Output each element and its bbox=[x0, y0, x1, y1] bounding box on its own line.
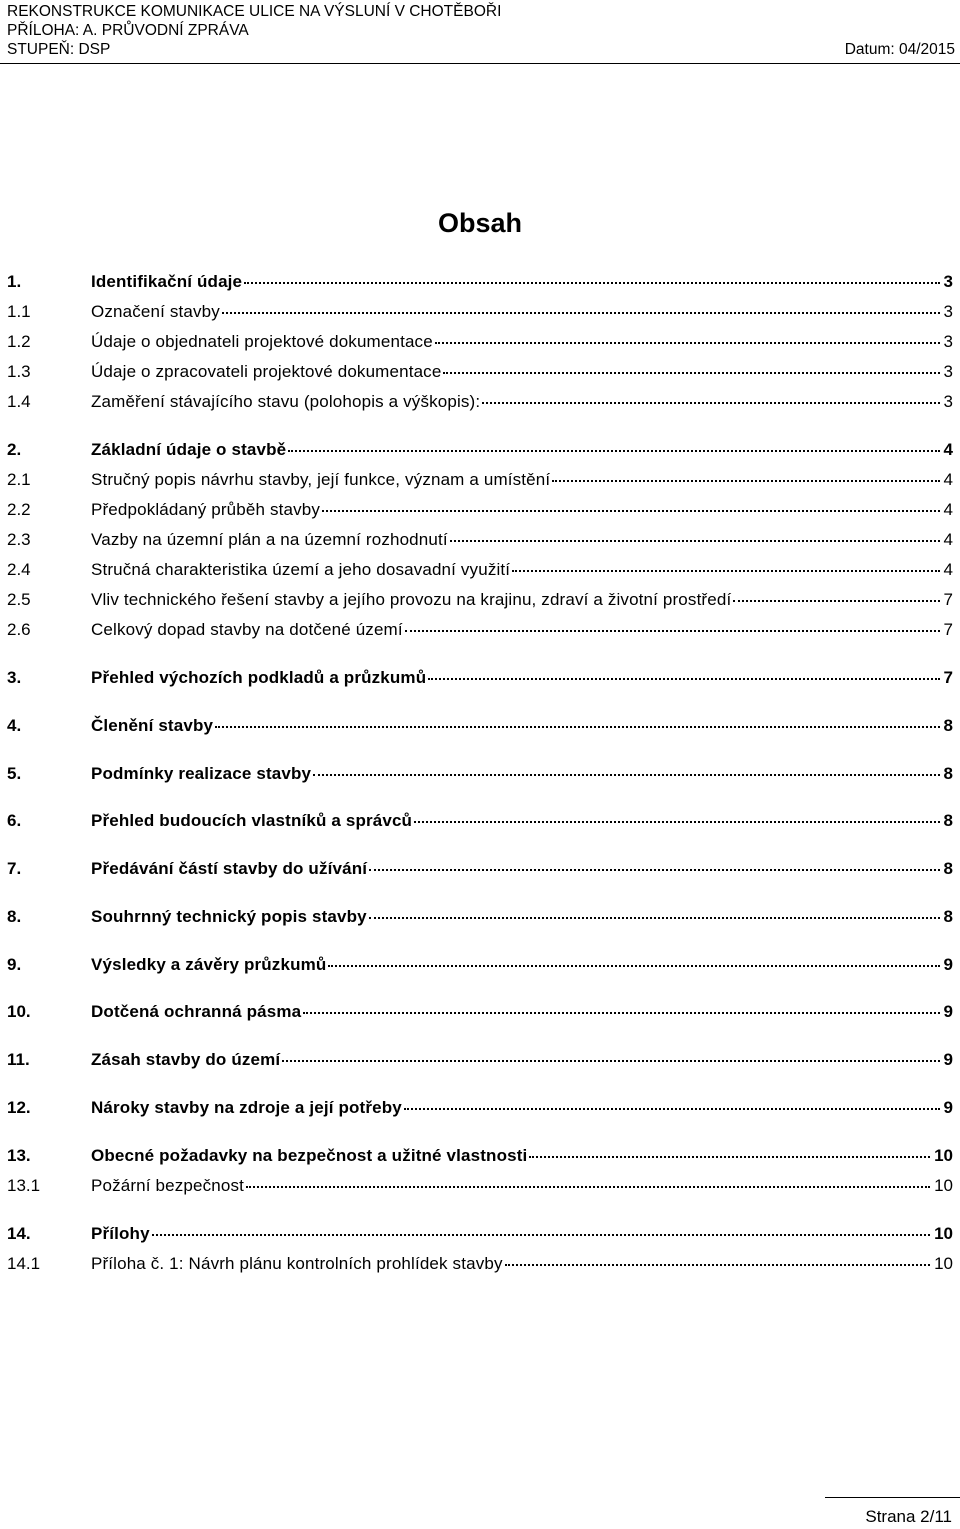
toc-entry[interactable] bbox=[7, 1175, 953, 1197]
toc-leader-dots bbox=[328, 953, 939, 967]
toc-entry-body bbox=[91, 331, 953, 353]
toc-entry-page: 10 bbox=[934, 1146, 953, 1165]
toc-entry-body bbox=[91, 1223, 953, 1245]
toc-entry-number: 5. bbox=[7, 764, 22, 783]
toc-entry-number: 13.1 bbox=[7, 1176, 41, 1195]
toc-entry[interactable] bbox=[7, 331, 953, 353]
toc-entry[interactable] bbox=[7, 906, 953, 928]
date-label: Datum: 04/2015 bbox=[844, 41, 955, 58]
toc-entry-body bbox=[91, 301, 953, 323]
toc-entry-number: 13. bbox=[7, 1146, 31, 1165]
toc-entry[interactable] bbox=[7, 1145, 953, 1167]
toc-entry[interactable] bbox=[7, 499, 953, 521]
toc-entry-number: 1.2 bbox=[7, 332, 31, 351]
toc-entry-number: 2. bbox=[7, 440, 22, 459]
toc-entry-label: Identifikační údaje bbox=[91, 272, 243, 291]
toc-entry-label: Údaje o zpracovateli projektové dokumentace bbox=[91, 362, 442, 381]
toc-entry-label: Označení stavby bbox=[91, 302, 220, 321]
toc-leader-dots bbox=[303, 1000, 939, 1014]
toc-leader-dots bbox=[246, 1174, 930, 1188]
toc-entry-number: 8. bbox=[7, 907, 22, 926]
page-number: Strana 2/11 bbox=[865, 1507, 952, 1526]
stage-label: STUPEŇ: DSP bbox=[7, 41, 111, 58]
toc-entry-body bbox=[91, 271, 953, 293]
toc-entry-body bbox=[91, 667, 953, 689]
toc-leader-dots bbox=[369, 905, 940, 919]
toc-entry[interactable] bbox=[7, 589, 953, 611]
toc-entry-number: 1. bbox=[7, 272, 22, 291]
toc-entry-label: Předpokládaný průběh stavby bbox=[91, 500, 320, 519]
toc-entry-body bbox=[91, 906, 953, 928]
toc-entry-page: 10 bbox=[934, 1254, 953, 1273]
toc-entry-body bbox=[91, 619, 953, 641]
toc-entry-body bbox=[91, 858, 953, 880]
toc-leader-dots bbox=[282, 1048, 939, 1062]
toc-entry-label: Přílohy bbox=[91, 1224, 150, 1243]
toc-entry-number: 1.4 bbox=[7, 392, 31, 411]
toc-entry-body bbox=[91, 499, 953, 521]
toc-entry-number: 2.6 bbox=[7, 620, 31, 639]
toc-entry-label: Zásah stavby do území bbox=[91, 1050, 281, 1069]
toc-entry-number: 14. bbox=[7, 1224, 31, 1243]
toc-entry-page: 9 bbox=[943, 1098, 953, 1117]
toc-entry-number: 4. bbox=[7, 716, 22, 735]
toc-leader-dots bbox=[215, 714, 939, 728]
toc-entry[interactable] bbox=[7, 559, 953, 581]
toc-entry-page: 4 bbox=[943, 440, 953, 459]
project-title: REKONSTRUKCE KOMUNIKACE ULICE NA VÝSLUNÍ V CHOTĚBOŘI bbox=[7, 3, 502, 20]
page-footer bbox=[0, 1497, 960, 1529]
toc-entry-number: 2.1 bbox=[7, 470, 31, 489]
toc-leader-dots bbox=[428, 666, 939, 680]
toc-entry-page: 8 bbox=[943, 811, 953, 830]
toc-leader-dots bbox=[322, 498, 940, 512]
toc-entry-number: 6. bbox=[7, 811, 22, 830]
toc-entry-body bbox=[91, 391, 953, 413]
toc-entry-number: 11. bbox=[7, 1050, 30, 1069]
toc-leader-dots bbox=[529, 1144, 930, 1158]
toc-entry-page: 8 bbox=[943, 764, 953, 783]
toc-entry-number: 12. bbox=[7, 1098, 31, 1117]
toc-entry[interactable] bbox=[7, 1001, 953, 1023]
toc-entry-page: 10 bbox=[934, 1224, 953, 1243]
toc-entry-body bbox=[91, 1001, 953, 1023]
toc-entry-label: Přehled výchozích podkladů a průzkumů bbox=[91, 668, 427, 687]
toc-entry[interactable] bbox=[7, 361, 953, 383]
toc-entry-label: Stručná charakteristika území a jeho dosavadní využití bbox=[91, 560, 511, 579]
toc-entry-page: 3 bbox=[943, 272, 953, 291]
toc-entry-body bbox=[91, 1253, 953, 1275]
toc-entry-page: 3 bbox=[943, 392, 953, 411]
toc-entry-label: Přehled budoucích vlastníků a správců bbox=[91, 811, 413, 830]
toc-entry[interactable] bbox=[7, 1253, 953, 1275]
toc-entry-number: 10. bbox=[7, 1002, 31, 1021]
toc-entry-number: 2.3 bbox=[7, 530, 31, 549]
toc-entry-label: Členění stavby bbox=[91, 716, 214, 735]
toc-entry-page: 8 bbox=[943, 716, 953, 735]
toc-leader-dots bbox=[435, 330, 940, 344]
toc-entry[interactable] bbox=[7, 271, 953, 293]
toc-entry-label: Příloha č. 1: Návrh plánu kontrolních prohlídek stavby bbox=[91, 1254, 503, 1273]
toc-leader-dots bbox=[733, 588, 939, 602]
toc-entry-label: Podmínky realizace stavby bbox=[91, 764, 312, 783]
toc-entry-body bbox=[91, 589, 953, 611]
toc-entry-number: 2.5 bbox=[7, 590, 31, 609]
toc-entry-body bbox=[91, 1175, 953, 1197]
toc-leader-dots bbox=[244, 270, 939, 284]
toc-entry-label: Výsledky a závěry průzkumů bbox=[91, 955, 327, 974]
toc-entry-number: 7. bbox=[7, 859, 22, 878]
toc-entry-body bbox=[91, 810, 953, 832]
toc-entry-label: Obecné požadavky na bezpečnost a užitné vlastnosti bbox=[91, 1146, 528, 1165]
toc-entry-page: 3 bbox=[943, 332, 953, 351]
toc-entry-page: 7 bbox=[943, 590, 953, 609]
toc-leader-dots bbox=[405, 618, 940, 632]
toc-entry[interactable] bbox=[7, 667, 953, 689]
toc-leader-dots bbox=[552, 468, 939, 482]
toc-leader-dots bbox=[505, 1252, 930, 1266]
toc-entry-number: 14.1 bbox=[7, 1254, 41, 1273]
toc-entry-page: 4 bbox=[943, 500, 953, 519]
toc-entry-page: 7 bbox=[943, 668, 953, 687]
toc-entry-label: Zaměření stávajícího stavu (polohopis a výškopis): bbox=[91, 392, 481, 411]
toc-entry-body bbox=[91, 1049, 953, 1071]
toc-entry-body bbox=[91, 469, 953, 491]
toc-entry[interactable] bbox=[7, 1223, 953, 1245]
toc-entry-body bbox=[91, 559, 953, 581]
toc-entry-body bbox=[91, 1145, 953, 1167]
toc-entry[interactable] bbox=[7, 1049, 953, 1071]
toc-entry-page: 9 bbox=[943, 1050, 953, 1069]
toc-entry[interactable] bbox=[7, 439, 953, 461]
toc-entry[interactable] bbox=[7, 469, 953, 491]
toc-entry-body bbox=[91, 529, 953, 551]
toc-entry[interactable] bbox=[7, 391, 953, 413]
footer-rule bbox=[825, 1497, 960, 1498]
toc-entry[interactable] bbox=[7, 810, 953, 832]
toc-leader-dots bbox=[222, 300, 940, 314]
toc-leader-dots bbox=[443, 360, 939, 374]
toc-entry-body bbox=[91, 715, 953, 737]
attachment-label: PŘÍLOHA: A. PRŮVODNÍ ZPRÁVA bbox=[7, 22, 249, 39]
toc-entry-page: 3 bbox=[943, 302, 953, 321]
toc-title: Obsah bbox=[437, 208, 523, 238]
toc-entry[interactable] bbox=[7, 763, 953, 785]
toc-entry-label: Vliv technického řešení stavby a jejího provozu na krajinu, zdraví a životní prostředí bbox=[91, 590, 732, 609]
toc-entry-label: Požární bezpečnost bbox=[91, 1176, 244, 1195]
toc-entry-label: Celkový dopad stavby na dotčené území bbox=[91, 620, 403, 639]
toc-entry-page: 10 bbox=[934, 1176, 953, 1195]
toc-entry-page: 8 bbox=[943, 859, 953, 878]
toc-leader-dots bbox=[414, 809, 939, 823]
toc-leader-dots bbox=[313, 762, 939, 776]
toc-entry-label: Údaje o objednateli projektové dokumentace bbox=[91, 332, 433, 351]
toc-entry[interactable] bbox=[7, 858, 953, 880]
toc-leader-dots bbox=[152, 1222, 930, 1236]
toc-entry[interactable] bbox=[7, 715, 953, 737]
toc-entry-label: Vazby na územní plán a na územní rozhodnutí bbox=[91, 530, 448, 549]
toc-entry-page: 8 bbox=[943, 907, 953, 926]
toc-entry-body bbox=[91, 954, 953, 976]
toc-entry-page: 3 bbox=[943, 362, 953, 381]
toc-leader-dots bbox=[450, 528, 940, 542]
toc-entry-number: 1.3 bbox=[7, 362, 31, 381]
toc-entry-page: 9 bbox=[943, 955, 953, 974]
toc-entry-label: Předávání částí stavby do užívání bbox=[91, 859, 368, 878]
toc-entry-page: 4 bbox=[943, 560, 953, 579]
toc-leader-dots bbox=[512, 558, 939, 572]
toc-entry-number: 9. bbox=[7, 955, 22, 974]
toc-entry-body bbox=[91, 1097, 953, 1119]
toc-entry-page: 7 bbox=[943, 620, 953, 639]
toc-leader-dots bbox=[369, 857, 939, 871]
toc-entry-page: 4 bbox=[943, 470, 953, 489]
toc-entry-number: 2.4 bbox=[7, 560, 31, 579]
toc-leader-dots bbox=[404, 1096, 940, 1110]
toc-entry-label: Základní údaje o stavbě bbox=[91, 440, 287, 459]
toc-entry-label: Souhrnný technický popis stavby bbox=[91, 907, 367, 926]
toc-entry[interactable] bbox=[7, 619, 953, 641]
toc-entry-label: Stručný popis návrhu stavby, její funkce, význam a umístění bbox=[91, 470, 551, 489]
toc-entry-number: 1.1 bbox=[7, 302, 31, 321]
toc-entry-page: 9 bbox=[943, 1002, 953, 1021]
toc-entry-number: 3. bbox=[7, 668, 22, 687]
toc-entry-label: Nároky stavby na zdroje a její potřeby bbox=[91, 1098, 402, 1117]
toc-entry[interactable] bbox=[7, 529, 953, 551]
toc-entry[interactable] bbox=[7, 301, 953, 323]
toc-entry-body bbox=[91, 439, 953, 461]
toc-entry[interactable] bbox=[7, 1097, 953, 1119]
toc-entry-number: 2.2 bbox=[7, 500, 31, 519]
toc-entry-page: 4 bbox=[943, 530, 953, 549]
toc-entry-label: Dotčená ochranná pásma bbox=[91, 1002, 302, 1021]
toc-entry[interactable] bbox=[7, 954, 953, 976]
toc-entry-body bbox=[91, 361, 953, 383]
toc-entry-body bbox=[91, 763, 953, 785]
toc-leader-dots bbox=[482, 390, 939, 404]
toc-leader-dots bbox=[288, 438, 939, 452]
